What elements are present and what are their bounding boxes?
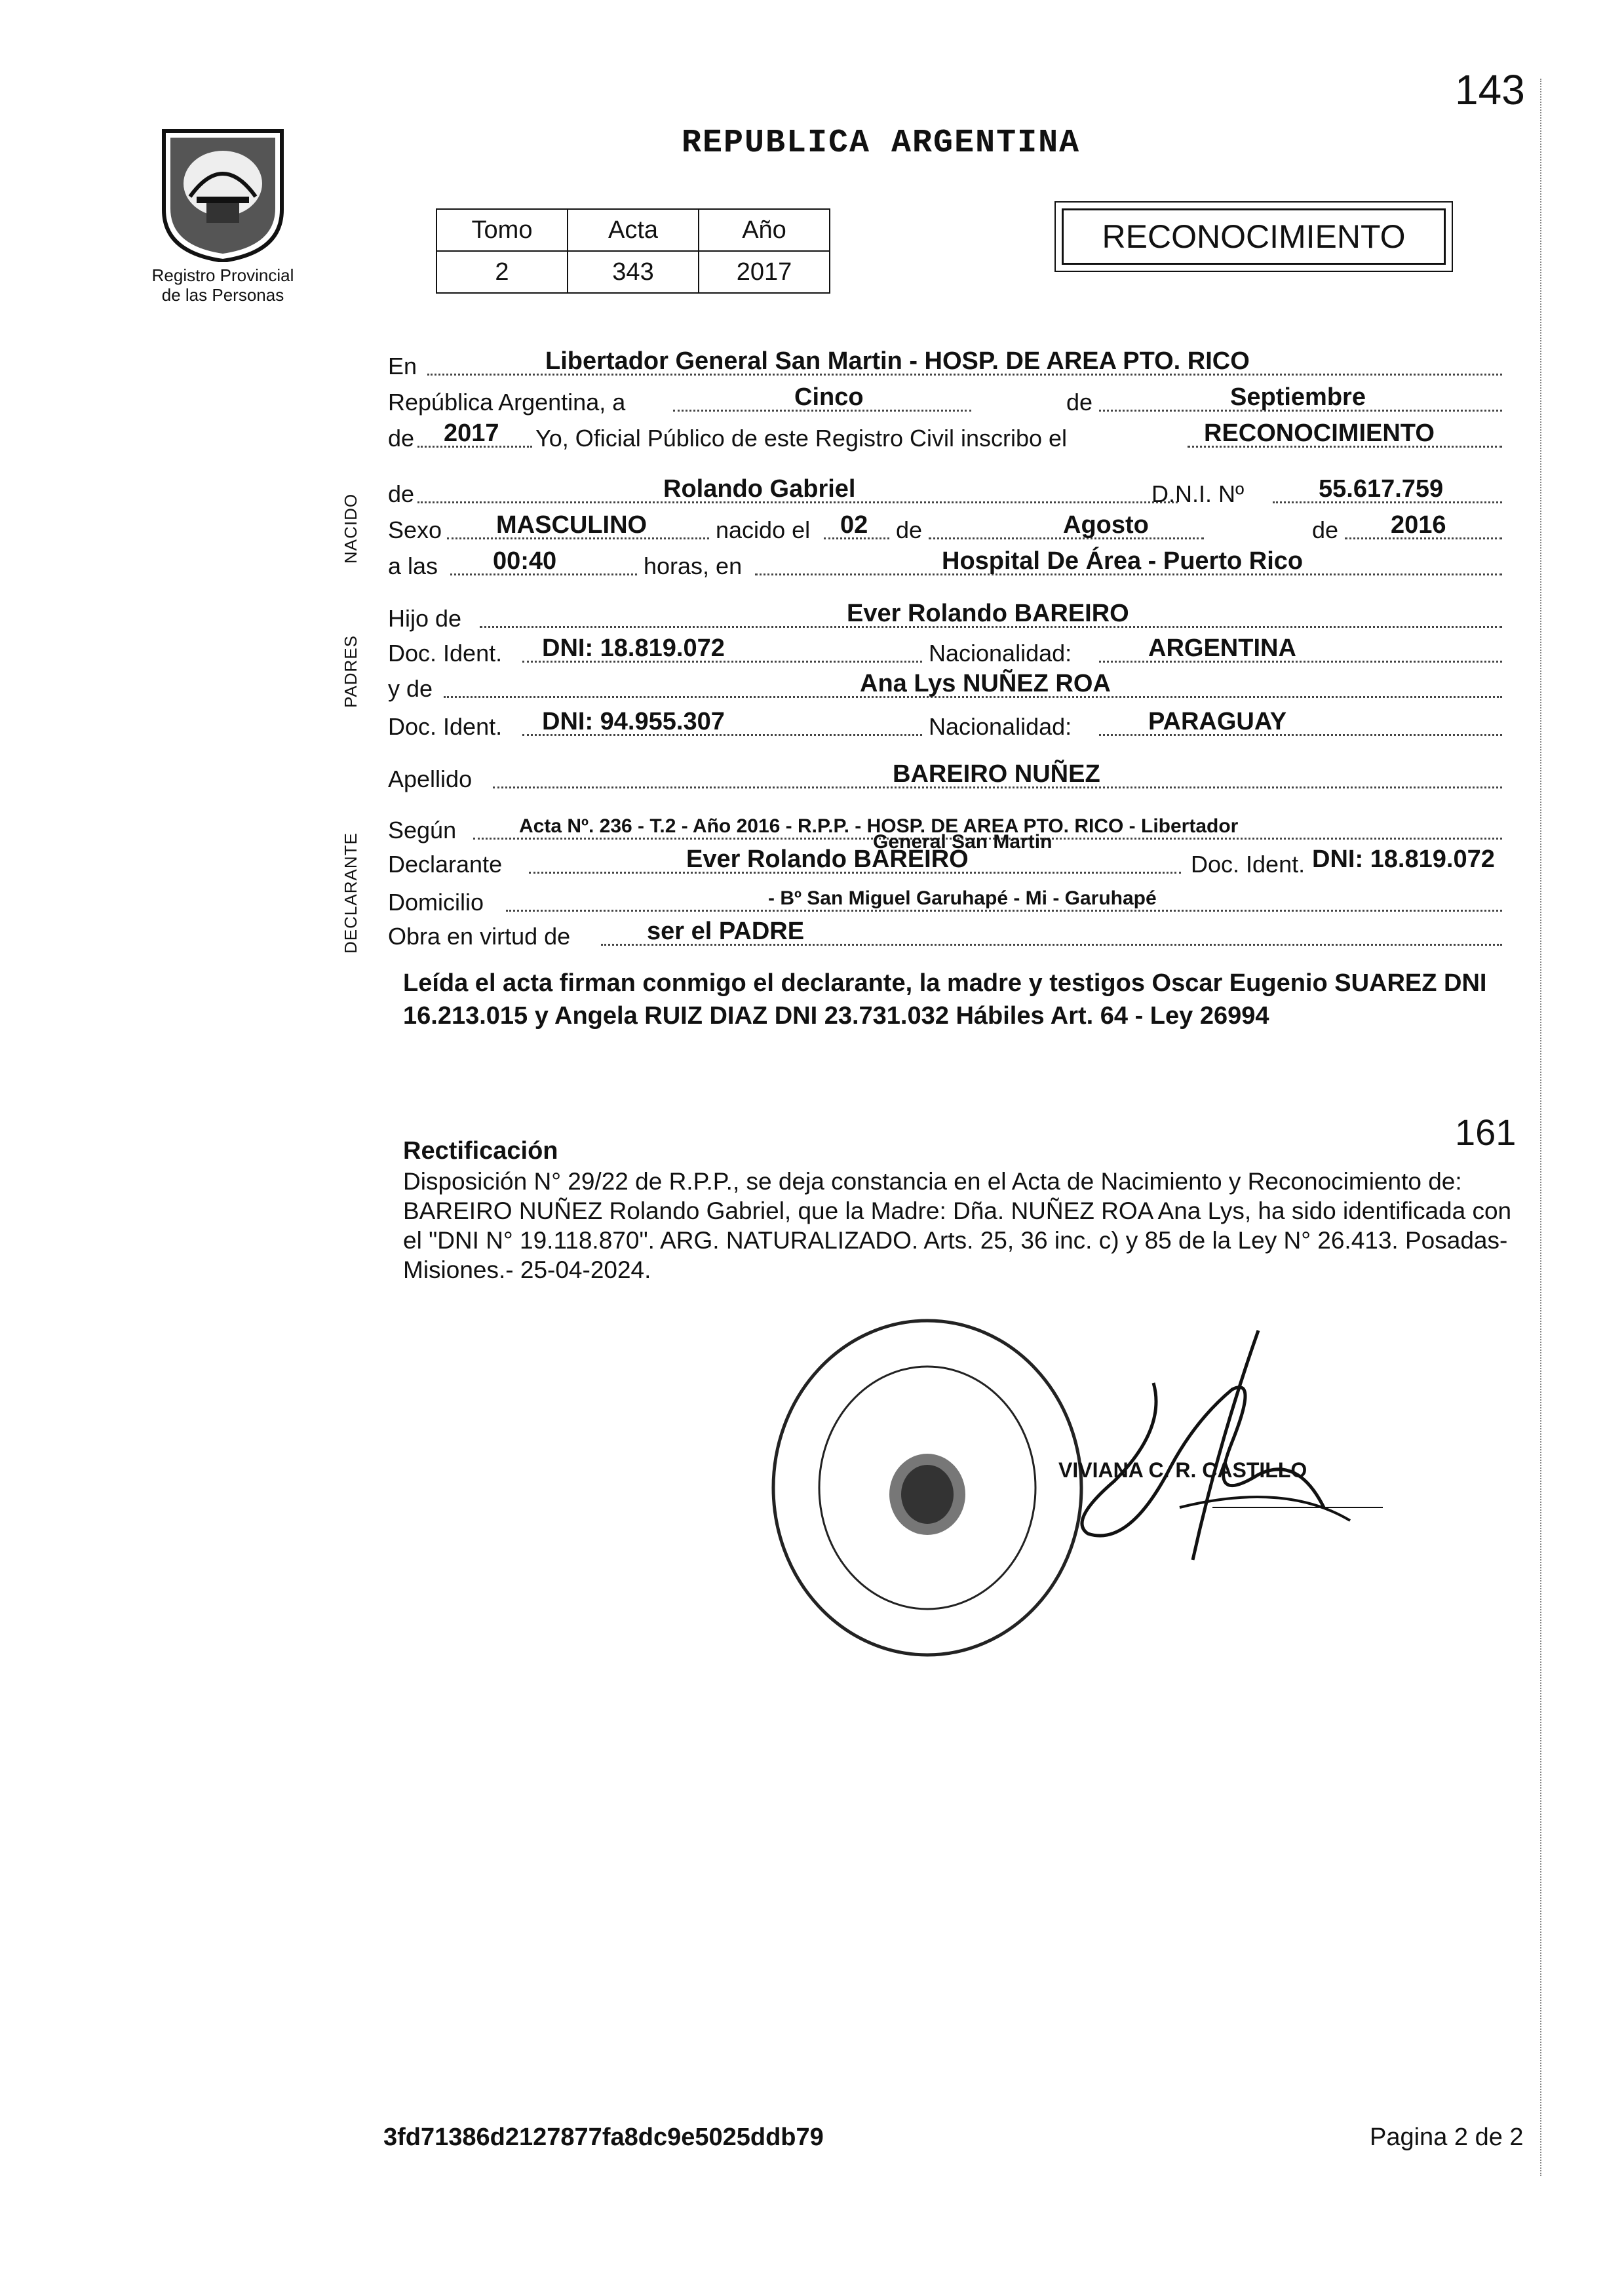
field-hora: 00:40 (493, 547, 557, 575)
form-row-republica: República Argentina, a Cinco de Septiembre (388, 383, 1502, 420)
field-madre-doc: DNI: 94.955.307 (542, 708, 725, 735)
field-nac-mes: Agosto (1063, 511, 1149, 539)
page-indicator: Pagina 2 de 2 (1370, 2124, 1524, 2151)
field-nac-anio: 2016 (1391, 511, 1446, 539)
registry-table (436, 208, 830, 294)
form-row-declarante: Declarante General San Martin Ever Rolando BAREIRO Doc. Ident. DNI: 18.819.072 (388, 831, 1495, 878)
province-seal-logo (151, 111, 295, 262)
field-declarante: Ever Rolando BAREIRO (686, 845, 969, 873)
document-hash: 3fd71386d2127877fa8dc9e5025ddb79 (383, 2124, 824, 2151)
page-edge-border (1540, 79, 1541, 2176)
field-obra: ser el PADRE (647, 918, 805, 945)
field-segun: Acta Nº. 236 - T.2 - Año 2016 - R.P.P. - HOSP. DE AREA PTO. RICO - Libertador (519, 815, 1239, 837)
side-label-padres: PADRES (341, 635, 360, 708)
field-inscribo: RECONOCIMIENTO (1204, 419, 1435, 447)
value-anio: 2017 (699, 251, 830, 293)
field-apellido: BAREIRO NUÑEZ (893, 760, 1100, 788)
closing-statement: Leída el acta firman conmigo el declarante, la madre y testigos Oscar Eugenio SUAREZ DNI 16.213.015 y Angela RUIZ DIAZ DNI 23.731.032 Hábiles Art. 64 - Ley 26994 (403, 969, 1487, 1030)
form-row-madre: y de Ana Lys NUÑEZ ROA (388, 670, 1502, 707)
rectificacion-number: 161 (1455, 1112, 1517, 1153)
official-stamp-and-signature (760, 1311, 1402, 1678)
field-mes: Septiembre (1230, 383, 1366, 411)
form-row-obra: Obra en virtud de ser el PADRE (388, 918, 1502, 954)
field-nac-dia: 02 (840, 511, 868, 539)
field-nombre: Rolando Gabriel (663, 475, 856, 503)
rectificacion-title: Rectificación (403, 1137, 558, 1165)
form-row-hijo: Hijo de Ever Rolando BAREIRO (388, 600, 1502, 636)
field-dia: Cinco (794, 383, 864, 411)
side-label-nacido: NACIDO (341, 493, 360, 564)
header-tomo: Tomo (436, 209, 568, 251)
header-acta: Acta (568, 209, 699, 251)
field-declarante-doc: DNI: 18.819.072 (1312, 845, 1495, 873)
field-madre: Ana Lys NUÑEZ ROA (860, 670, 1111, 697)
field-madre-nac: PARAGUAY (1148, 708, 1287, 735)
form-row-padre-doc: Doc. Ident. DNI: 18.819.072 Nacionalidad: ARGENTINA (388, 634, 1502, 671)
header-anio: Año (699, 209, 830, 251)
form-row-nombre: de Rolando Gabriel D.N.I. Nº 55.617.759 (388, 475, 1502, 512)
field-sexo: MASCULINO (496, 511, 648, 539)
field-en: Libertador General San Martin - HOSP. DE AREA PTO. RICO (545, 347, 1250, 375)
field-dni: 55.617.759 (1319, 475, 1444, 503)
logo-caption: Registro Provincial de las Personas (151, 265, 294, 305)
signer-name: VIVIANA C. R. CASTILLO (1058, 1458, 1307, 1482)
form-row-inscribo: de 2017 Yo, Oficial Público de este Registro Civil inscribo el RECONOCIMIENTO (388, 419, 1502, 456)
registry-table-header-row (436, 209, 830, 251)
form-row-domicilio: Domicilio - Bº San Miguel Garuhapé - Mi - Garuhapé (388, 883, 1502, 920)
form-row-en: En Libertador General San Martin - HOSP. DE AREA PTO. RICO (388, 347, 1502, 384)
rectificacion-body: Disposición N° 29/22 de R.P.P., se deja constancia en el Acta de Nacimiento y Reconocimiento de: BAREIRO NUÑEZ Rolando Gabriel, que la Madre: Dña. NUÑEZ ROA Ana Lys, ha sido identificada con el "DNI N° 19.118.870". ARG. NATURALIZADO. Arts. 25, 36 inc. c) y 85 de la Ley N° 26.413. Posadas- Misiones.- 25-04-2024. (403, 1168, 1512, 1283)
form-row-segun: Según Acta Nº. 236 - T.2 - Año 2016 - R.P.P. - HOSP. DE AREA PTO. RICO - Libertador (388, 811, 1502, 848)
form-row-sexo: Sexo MASCULINO nacido el 02 de Agosto de 2016 (388, 511, 1502, 548)
field-lugar: Hospital De Área - Puerto Rico (942, 547, 1304, 575)
field-padre: Ever Rolando BAREIRO (847, 600, 1129, 627)
field-segun-cont: General San Martin (873, 831, 1053, 853)
field-padre-nac: ARGENTINA (1148, 634, 1296, 662)
value-tomo: 2 (436, 251, 568, 293)
field-domicilio: - Bº San Miguel Garuhapé - Mi - Garuhapé (768, 887, 1157, 909)
page-number: 143 (1455, 66, 1525, 113)
form-row-apellido: Apellido BAREIRO NUÑEZ (388, 760, 1502, 797)
page-title: REPUBLICA ARGENTINA (682, 125, 1081, 162)
form-row-madre-doc: Doc. Ident. DNI: 94.955.307 Nacionalidad: PARAGUAY (388, 708, 1502, 745)
document-type-box: RECONOCIMIENTO (1062, 208, 1446, 265)
side-label-declarante: DECLARANTE (341, 832, 360, 954)
form-row-hora: a las 00:40 horas, en Hospital De Área - Puerto Rico (388, 547, 1502, 584)
registry-table-value-row (436, 251, 830, 293)
field-anio: 2017 (444, 419, 499, 447)
field-padre-doc: DNI: 18.819.072 (542, 634, 725, 662)
value-acta: 343 (568, 251, 699, 293)
